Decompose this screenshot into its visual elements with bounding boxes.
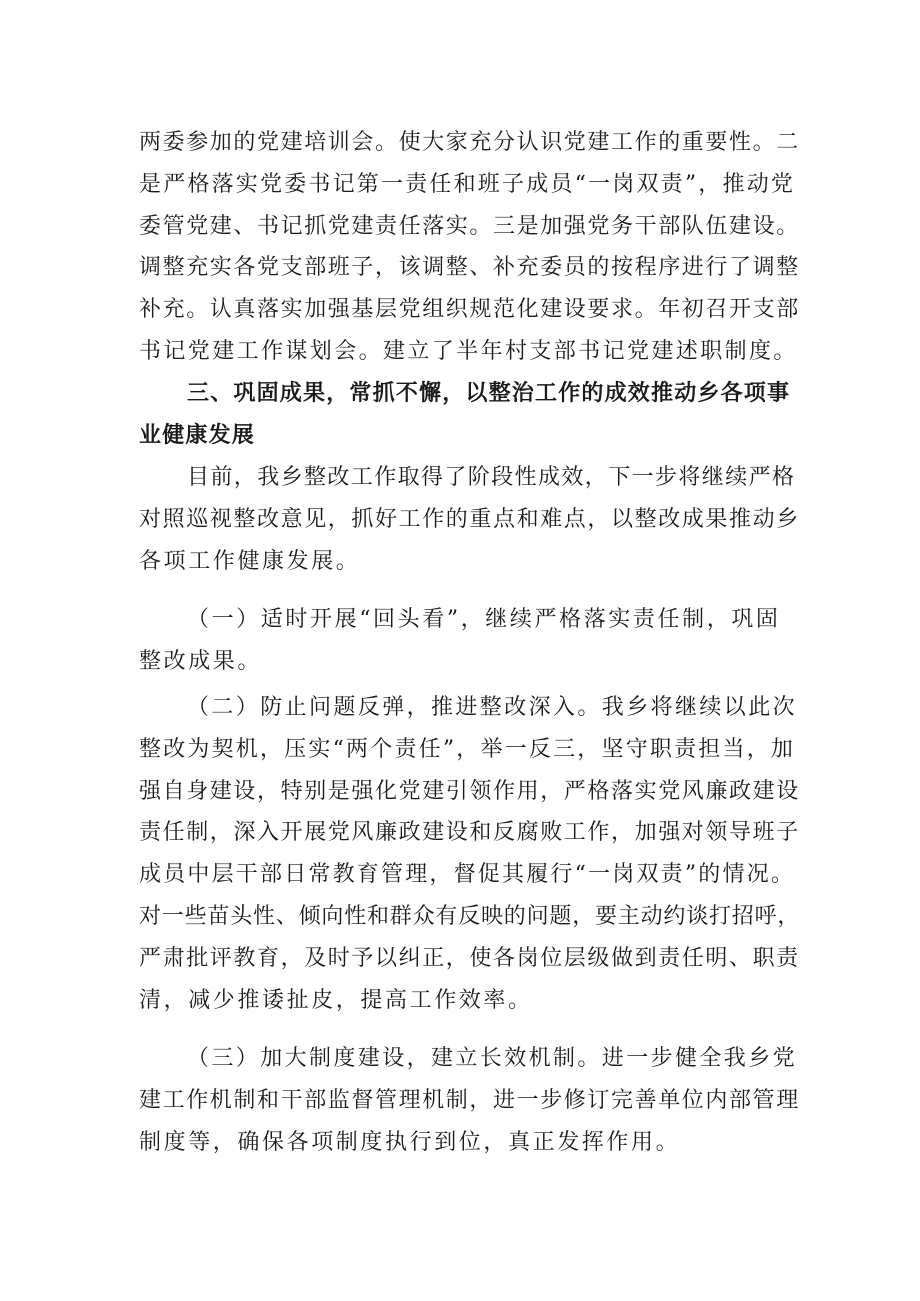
text-line: 责任制，深入开展党风廉政建设和反腐败工作，加强对领导班子	[139, 820, 800, 846]
text-line: 整改为契机，压实“两个责任”，举一反三，坚守职责担当，加	[139, 736, 796, 762]
text-line: 两委参加的党建培训会。使大家充分认识党建工作的重要性。二	[139, 130, 800, 155]
text-line: 强自身建设，特别是强化党建引领作用，严格落实党风廉政建设	[139, 778, 800, 804]
text-line: （一）适时开展“回头看”，继续严格落实责任制，巩固	[187, 607, 781, 632]
text-line: （三）加大制度建设，建立长效机制。进一步健全我乡党	[187, 1046, 798, 1071]
text-line: 整改成果。	[139, 648, 263, 674]
heading-line: 业健康发展	[139, 422, 256, 448]
text-line: 对照巡视整改意见，抓好工作的重点和难点，以整改成果推动乡	[139, 506, 800, 532]
text-line: 建工作机制和干部监督管理机制，进一步修订完善单位内部管理	[139, 1087, 800, 1113]
text-line: 各项工作健康发展。	[139, 548, 361, 574]
text-line: 成员中层干部日常教育管理，督促其履行“一岗双责”的情况。	[139, 862, 796, 888]
text-line: 对一些苗头性、倾向性和群众有反映的问题，要主动约谈打招呼，	[139, 903, 801, 929]
text-line: 制度等，确保各项制度执行到位，真正发挥作用。	[139, 1129, 681, 1155]
text-line: 委管党建、书记抓党建责任落实。三是加强党务干部队伍建设。	[139, 213, 800, 239]
section-heading-three	[139, 373, 799, 457]
text-line: （二）防止问题反弹，推进整改深入。我乡将继续以此次	[187, 695, 798, 720]
paragraph-item-three	[139, 1038, 799, 1163]
paragraph-current-progress	[139, 457, 799, 582]
heading-line: 三、巩固成果，常抓不懈，以整治工作的成效推动乡各项事	[187, 381, 791, 406]
text-line: 严肃批评教育，及时予以纠正，使各岗位层级做到责任明、职责	[139, 945, 800, 971]
text-line: 调整充实各党支部班子，该调整、补充委员的按程序进行了调整	[139, 255, 800, 281]
text-line: 是严格落实党委书记第一责任和班子成员“一岗双责”，推动党	[139, 171, 796, 197]
text-line: 清，减少推诿扯皮，提高工作效率。	[139, 987, 533, 1013]
text-line: 目前，我乡整改工作取得了阶段性成效，下一步将继续严格	[187, 465, 796, 490]
text-line: 补充。认真落实加强基层党组织规范化建设要求。年初召开支部	[139, 297, 800, 323]
paragraph-party-building-training	[139, 122, 799, 373]
paragraph-item-two	[139, 687, 799, 1021]
text-line: 书记党建工作谋划会。建立了半年村支部书记党建述职制度。	[139, 338, 798, 364]
paragraph-item-one	[139, 599, 799, 683]
